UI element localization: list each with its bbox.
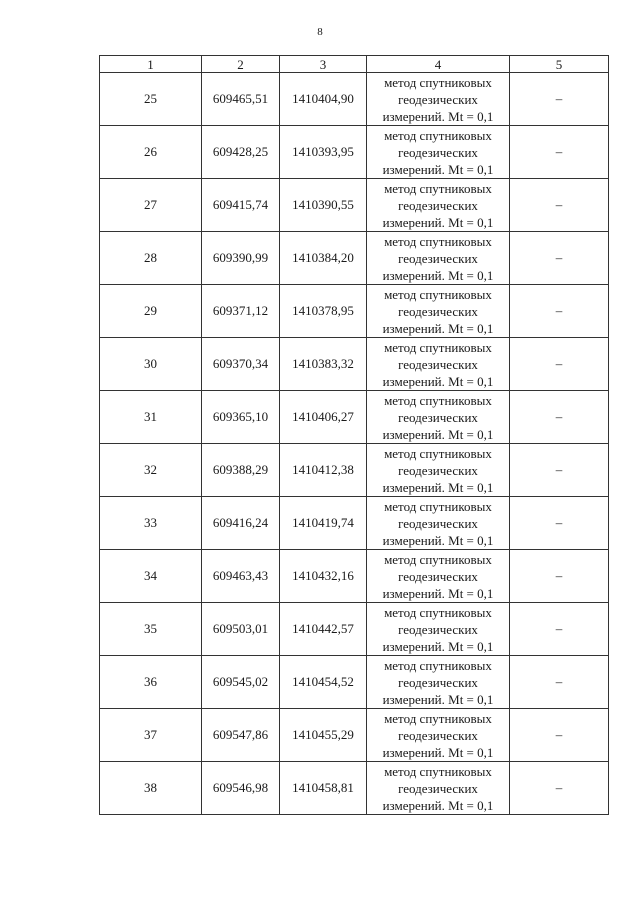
coordinate-x: 609545,02 xyxy=(202,656,280,709)
method-line-1: метод спутниковых xyxy=(384,74,492,90)
point-number: 29 xyxy=(100,285,202,338)
coordinate-x: 609388,29 xyxy=(202,444,280,497)
method-line-2: геодезических xyxy=(398,303,478,319)
note-cell: – xyxy=(510,73,609,126)
method-line-2: геодезических xyxy=(398,568,478,584)
coordinate-y: 1410455,29 xyxy=(280,709,367,762)
method-line-3: измерений. Mt = 0,1 xyxy=(382,744,494,760)
method-line-2: геодезических xyxy=(398,674,478,690)
coordinate-x: 609370,34 xyxy=(202,338,280,391)
method-line-1: метод спутниковых xyxy=(384,127,492,143)
point-number: 37 xyxy=(100,709,202,762)
coordinate-x: 609416,24 xyxy=(202,497,280,550)
coordinates-table xyxy=(99,55,609,815)
table-row xyxy=(100,179,609,232)
note-cell: – xyxy=(510,762,609,815)
note-cell: – xyxy=(510,656,609,709)
point-number: 38 xyxy=(100,762,202,815)
coordinate-x: 609503,01 xyxy=(202,603,280,656)
method-line-1: метод спутниковых xyxy=(384,445,492,461)
note-cell: – xyxy=(510,232,609,285)
table-row xyxy=(100,126,609,179)
coordinate-y: 1410442,57 xyxy=(280,603,367,656)
method-line-2: геодезических xyxy=(398,462,478,478)
coordinate-x: 609390,99 xyxy=(202,232,280,285)
coordinate-x: 609428,25 xyxy=(202,126,280,179)
table-row xyxy=(100,550,609,603)
coordinate-y: 1410404,90 xyxy=(280,73,367,126)
coordinate-x: 609463,43 xyxy=(202,550,280,603)
point-number: 31 xyxy=(100,391,202,444)
table-row xyxy=(100,762,609,815)
method-line-3: измерений. Mt = 0,1 xyxy=(382,426,494,442)
table-row xyxy=(100,444,609,497)
coordinate-y: 1410383,32 xyxy=(280,338,367,391)
method-line-3: измерений. Mt = 0,1 xyxy=(382,373,494,389)
point-number: 32 xyxy=(100,444,202,497)
method-line-2: геодезических xyxy=(398,197,478,213)
method-line-3: измерений. Mt = 0,1 xyxy=(382,214,494,230)
method-description xyxy=(367,603,510,656)
method-line-2: геодезических xyxy=(398,621,478,637)
coordinate-x: 609365,10 xyxy=(202,391,280,444)
note-cell: – xyxy=(510,550,609,603)
method-description xyxy=(367,73,510,126)
note-cell: – xyxy=(510,444,609,497)
method-line-2: геодезических xyxy=(398,144,478,160)
table-row xyxy=(100,709,609,762)
method-line-2: геодезических xyxy=(398,780,478,796)
note-cell: – xyxy=(510,338,609,391)
page-number: 8 xyxy=(317,26,323,38)
method-line-3: измерений. Mt = 0,1 xyxy=(382,479,494,495)
note-cell: – xyxy=(510,285,609,338)
point-number: 28 xyxy=(100,232,202,285)
note-cell: – xyxy=(510,179,609,232)
point-number: 36 xyxy=(100,656,202,709)
method-line-2: геодезических xyxy=(398,356,478,372)
method-description xyxy=(367,497,510,550)
method-line-3: измерений. Mt = 0,1 xyxy=(382,267,494,283)
method-line-2: геодезических xyxy=(398,91,478,107)
note-cell: – xyxy=(510,126,609,179)
method-line-1: метод спутниковых xyxy=(384,180,492,196)
method-line-1: метод спутниковых xyxy=(384,763,492,779)
point-number: 26 xyxy=(100,126,202,179)
method-line-3: измерений. Mt = 0,1 xyxy=(382,691,494,707)
table-row xyxy=(100,73,609,126)
method-line-3: измерений. Mt = 0,1 xyxy=(382,108,494,124)
column-header-3: 3 xyxy=(280,56,367,73)
table-row xyxy=(100,603,609,656)
method-description xyxy=(367,391,510,444)
coordinate-x: 609415,74 xyxy=(202,179,280,232)
method-line-1: метод спутниковых xyxy=(384,710,492,726)
header-row xyxy=(100,56,609,73)
coordinate-x: 609547,86 xyxy=(202,709,280,762)
method-description xyxy=(367,126,510,179)
point-number: 27 xyxy=(100,179,202,232)
method-line-1: метод спутниковых xyxy=(384,233,492,249)
method-line-2: геодезических xyxy=(398,515,478,531)
method-line-1: метод спутниковых xyxy=(384,657,492,673)
note-cell: – xyxy=(510,391,609,444)
coordinate-x: 609371,12 xyxy=(202,285,280,338)
column-header-4: 4 xyxy=(367,56,510,73)
column-header-5: 5 xyxy=(510,56,609,73)
coordinate-x: 609546,98 xyxy=(202,762,280,815)
table-row xyxy=(100,338,609,391)
method-line-2: геодезических xyxy=(398,409,478,425)
coordinate-y: 1410378,95 xyxy=(280,285,367,338)
method-line-3: измерений. Mt = 0,1 xyxy=(382,585,494,601)
point-number: 25 xyxy=(100,73,202,126)
point-number: 35 xyxy=(100,603,202,656)
method-line-2: геодезических xyxy=(398,250,478,266)
coordinate-y: 1410384,20 xyxy=(280,232,367,285)
method-description xyxy=(367,550,510,603)
table-row xyxy=(100,656,609,709)
method-line-1: метод спутниковых xyxy=(384,392,492,408)
method-description xyxy=(367,656,510,709)
method-description xyxy=(367,762,510,815)
method-description xyxy=(367,179,510,232)
method-line-3: измерений. Mt = 0,1 xyxy=(382,532,494,548)
table-row xyxy=(100,285,609,338)
point-number: 34 xyxy=(100,550,202,603)
method-line-3: измерений. Mt = 0,1 xyxy=(382,797,494,813)
note-cell: – xyxy=(510,709,609,762)
point-number: 33 xyxy=(100,497,202,550)
method-line-1: метод спутниковых xyxy=(384,339,492,355)
column-header-1: 1 xyxy=(100,56,202,73)
method-line-1: метод спутниковых xyxy=(384,498,492,514)
method-line-3: измерений. Mt = 0,1 xyxy=(382,638,494,654)
method-line-1: метод спутниковых xyxy=(384,604,492,620)
coordinate-y: 1410393,95 xyxy=(280,126,367,179)
coordinate-y: 1410406,27 xyxy=(280,391,367,444)
coordinate-y: 1410458,81 xyxy=(280,762,367,815)
note-cell: – xyxy=(510,603,609,656)
method-line-1: метод спутниковых xyxy=(384,551,492,567)
coordinate-y: 1410390,55 xyxy=(280,179,367,232)
method-line-1: метод спутниковых xyxy=(384,286,492,302)
coordinate-y: 1410419,74 xyxy=(280,497,367,550)
table-row xyxy=(100,497,609,550)
method-description xyxy=(367,709,510,762)
method-line-3: измерений. Mt = 0,1 xyxy=(382,320,494,336)
method-line-3: измерений. Mt = 0,1 xyxy=(382,161,494,177)
method-description xyxy=(367,285,510,338)
coordinate-y: 1410412,38 xyxy=(280,444,367,497)
method-line-2: геодезических xyxy=(398,727,478,743)
coordinate-y: 1410454,52 xyxy=(280,656,367,709)
table-row xyxy=(100,232,609,285)
table-row xyxy=(100,391,609,444)
coordinate-x: 609465,51 xyxy=(202,73,280,126)
column-header-2: 2 xyxy=(202,56,280,73)
method-description xyxy=(367,338,510,391)
method-description xyxy=(367,232,510,285)
method-description xyxy=(367,444,510,497)
point-number: 30 xyxy=(100,338,202,391)
coordinate-y: 1410432,16 xyxy=(280,550,367,603)
note-cell: – xyxy=(510,497,609,550)
